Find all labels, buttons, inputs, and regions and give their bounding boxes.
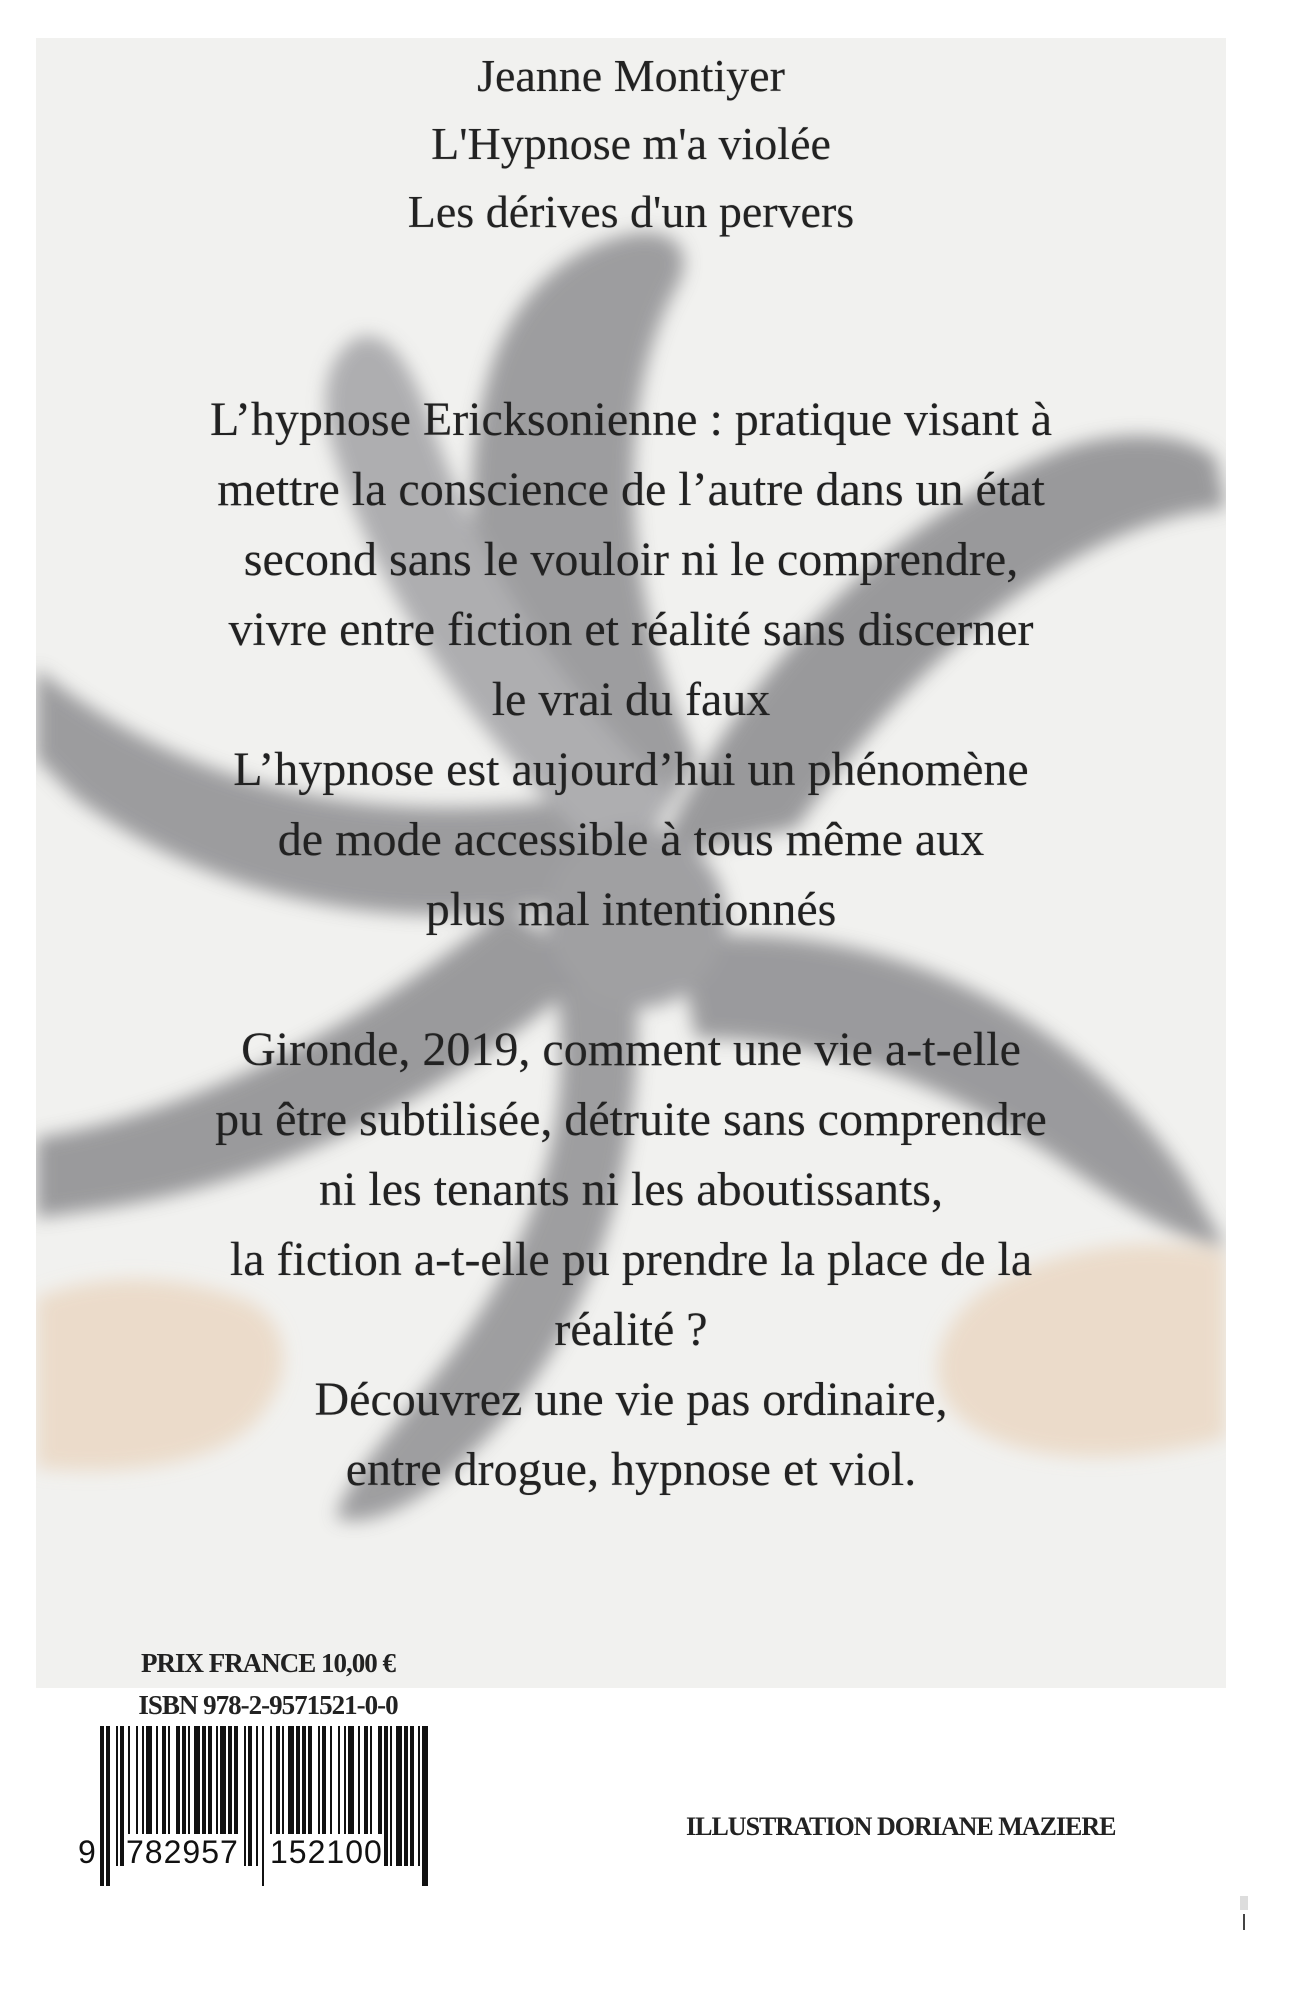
- blurb-line: le vrai du faux: [491, 673, 771, 726]
- blurb-line: de mode accessible à tous même aux: [277, 813, 985, 866]
- barcode-bar: [262, 1726, 264, 1886]
- price-label: PRIX FRANCE 10,00 €: [141, 1648, 395, 1678]
- illustration-credit: ILLUSTRATION DORIANE MAZIERE: [686, 1812, 1116, 1841]
- back-cover: [36, 38, 1226, 1688]
- barcode-digit-first: 9: [78, 1834, 97, 1870]
- blurb-line: pu être subtilisée, détruite sans comprendre: [215, 1093, 1047, 1146]
- barcode-digits-right: 152100: [270, 1834, 383, 1870]
- blurb-line: L’hypnose Ericksonienne : pratique visant à: [209, 393, 1052, 446]
- price-info: [98, 1642, 438, 1726]
- blurb-line: second sans le vouloir ni le comprendre,: [243, 533, 1019, 586]
- blurb-line: Gironde, 2019, comment une vie a-t-elle: [241, 1023, 1021, 1076]
- back-cover-blurb: [36, 385, 1226, 1505]
- barcode-bar: [396, 1726, 402, 1866]
- book-subtitle: Les dérives d'un pervers: [407, 186, 855, 237]
- isbn-label: ISBN 978-2-9571521-0-0: [138, 1690, 398, 1720]
- barcode-bar: [106, 1726, 110, 1886]
- blurb-line: entre drogue, hypnose et viol.: [345, 1443, 917, 1496]
- barcode-bar: [384, 1726, 388, 1866]
- blurb-line: Découvrez une vie pas ordinaire,: [314, 1373, 948, 1426]
- barcode-bar: [418, 1726, 420, 1866]
- barcode-bar: [116, 1726, 118, 1866]
- barcode-bar: [390, 1726, 392, 1866]
- blurb-line: mettre la conscience de l’autre dans un état: [217, 463, 1045, 516]
- barcode-bar: [404, 1726, 408, 1866]
- barcode-bar: [244, 1726, 246, 1866]
- blurb-line: vivre entre fiction et réalité sans discerner: [228, 603, 1034, 656]
- blurb-line: ni les tenants ni les aboutissants,: [319, 1163, 943, 1216]
- barcode-digits-left: 782957: [126, 1834, 239, 1870]
- edge-mark: [1240, 1896, 1248, 1930]
- title-block: [36, 42, 1226, 246]
- barcode-bar: [120, 1726, 124, 1866]
- barcode-bar: [256, 1726, 258, 1866]
- barcode-bar: [410, 1726, 414, 1866]
- barcode-bar: [422, 1726, 428, 1886]
- book-title: L'Hypnose m'a violée: [431, 118, 831, 169]
- blurb-line: plus mal intentionnés: [425, 883, 837, 936]
- barcode-bar: [248, 1726, 252, 1866]
- barcode-bar: [100, 1726, 104, 1886]
- author-name: Jeanne Montiyer: [477, 50, 785, 101]
- paragraph-gap: [36, 945, 1226, 1015]
- blurb-line: réalité ?: [554, 1303, 708, 1356]
- blurb-line: L’hypnose est aujourd’hui un phénomène: [233, 743, 1029, 796]
- blurb-line: la fiction a-t-elle pu prendre la place de la: [229, 1233, 1033, 1286]
